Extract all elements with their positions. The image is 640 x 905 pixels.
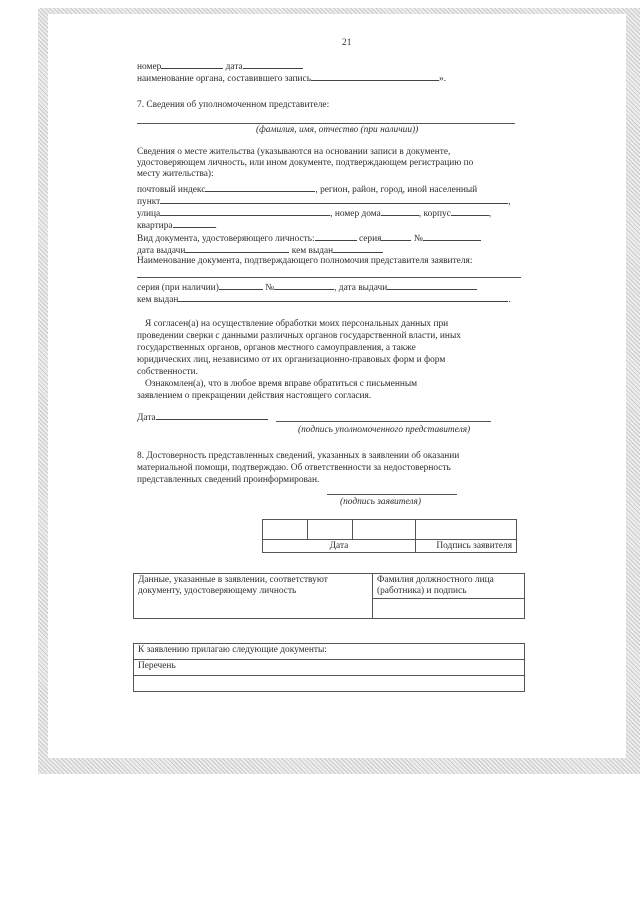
section8-line-1: 8. Достоверность представленных сведений, указанных в заявлении об оказании — [137, 451, 460, 461]
auth-date-label: , дата выдачи — [334, 283, 388, 293]
official-signature-cell[interactable] — [373, 599, 525, 619]
consent-line-1: Я согласен(а) на осуществление обработки моих персональных данных при — [145, 319, 449, 329]
kvartira-row: квартира . — [137, 221, 217, 231]
nomer-label: номер — [137, 62, 162, 72]
section8-line-2: материальной помощи, подтверждаю. Об ответственности за недостоверность — [137, 463, 451, 473]
data-label: дата — [225, 62, 243, 72]
date-cell-year[interactable] — [353, 520, 416, 540]
attachments-row-2: Перечень — [134, 660, 525, 676]
table-date-label: Дата — [263, 540, 416, 553]
section7-title: 7. Сведения об уполномоченном представителе: — [137, 100, 330, 110]
street-label: улица — [137, 209, 161, 219]
consent-date-row — [137, 411, 268, 424]
auth-issued-label: кем выдан — [137, 295, 179, 305]
page-number: 21 — [342, 38, 352, 48]
attachments-row-1: К заявлению прилагаю следующие документы: — [134, 644, 525, 660]
issue-date-label: дата выдачи — [137, 246, 186, 256]
consent-sign-line — [276, 421, 491, 422]
auth-doc-label: Наименование документа, подтверждающего полномочия представителя заявителя: — [137, 256, 473, 266]
consent-date-label: Дата — [137, 413, 156, 423]
table-sign-label: Подпись заявителя — [416, 540, 517, 553]
doc-type-label: Вид документа, удостоверяющего личность: — [137, 234, 315, 244]
street-row: улица , номер дома , корпус , — [137, 209, 492, 219]
house-label: , номер дома — [330, 209, 381, 219]
verification-left: Данные, указанные в заявлении, соответствуют документу, удостоверяющему личность — [134, 574, 373, 619]
organ-end: ». — [438, 74, 446, 84]
punkt-row: пункт , — [137, 197, 511, 207]
kvartira-label: квартира — [137, 221, 173, 231]
issued-by-label: кем выдан — [291, 246, 334, 256]
date-cell-month[interactable] — [308, 520, 353, 540]
consent-line-5: собственности. — [137, 367, 198, 377]
fio-caption: (фамилия, имя, отчество (при наличии)) — [256, 125, 419, 135]
consent-line-7: заявлением о прекращении действия настоящего согласия. — [137, 391, 372, 401]
attachments-row-3[interactable] — [134, 676, 525, 692]
consent-line-4: юридических лиц, независимо от их организационно-правовых форм и форм — [137, 355, 446, 365]
top-organ-row — [137, 72, 446, 85]
organ-label: наименование органа, составившего запись — [137, 74, 311, 84]
date-signature-table — [262, 519, 517, 553]
verification-right: Фамилия должностного лица (работника) и подпись — [373, 574, 525, 599]
section8-line-3: представленных сведений проинформирован. — [137, 475, 320, 485]
residence-intro-2: удостоверяющем личность, или ином документе, подтверждающем регистрацию по — [137, 158, 474, 168]
attachments-table — [133, 643, 525, 692]
consent-line-2: проведении сверки с данными различных органов государственной власти, иных — [137, 331, 461, 341]
consent-line-6: Ознакомлен(а), что в любое время вправе обратиться с письменным — [145, 379, 418, 389]
applicant-sign-caption: (подпись заявителя) — [340, 497, 421, 507]
fio-line — [137, 123, 515, 124]
postal-label: почтовый индекс — [137, 185, 206, 195]
auth-issued-row: кем выдан . — [137, 295, 511, 305]
residence-intro-1: Сведения о месте жительства (указываются на основании записи в документе, — [137, 147, 451, 157]
verification-table — [133, 573, 525, 619]
no-label: № — [413, 234, 423, 244]
auth-no-label: № — [265, 283, 275, 293]
korpus-label: , корпус — [418, 209, 451, 219]
date-cell-day[interactable] — [263, 520, 308, 540]
applicant-sign-line — [327, 494, 457, 495]
signature-cell[interactable] — [416, 520, 517, 540]
consent-line-3: государственных органов, органов местного самоуправления, а также — [137, 343, 416, 353]
region-label: , регион, район, город, иной населенный — [315, 185, 478, 195]
auth-series-label: серия (при наличии) — [137, 283, 219, 293]
consent-sign-caption: (подпись уполномоченного представителя) — [298, 425, 471, 435]
residence-intro-3: месту жительства): — [137, 169, 214, 179]
punkt-label: пункт — [137, 197, 161, 207]
seriya-label: серия — [359, 234, 382, 244]
auth-doc-line — [137, 277, 521, 278]
